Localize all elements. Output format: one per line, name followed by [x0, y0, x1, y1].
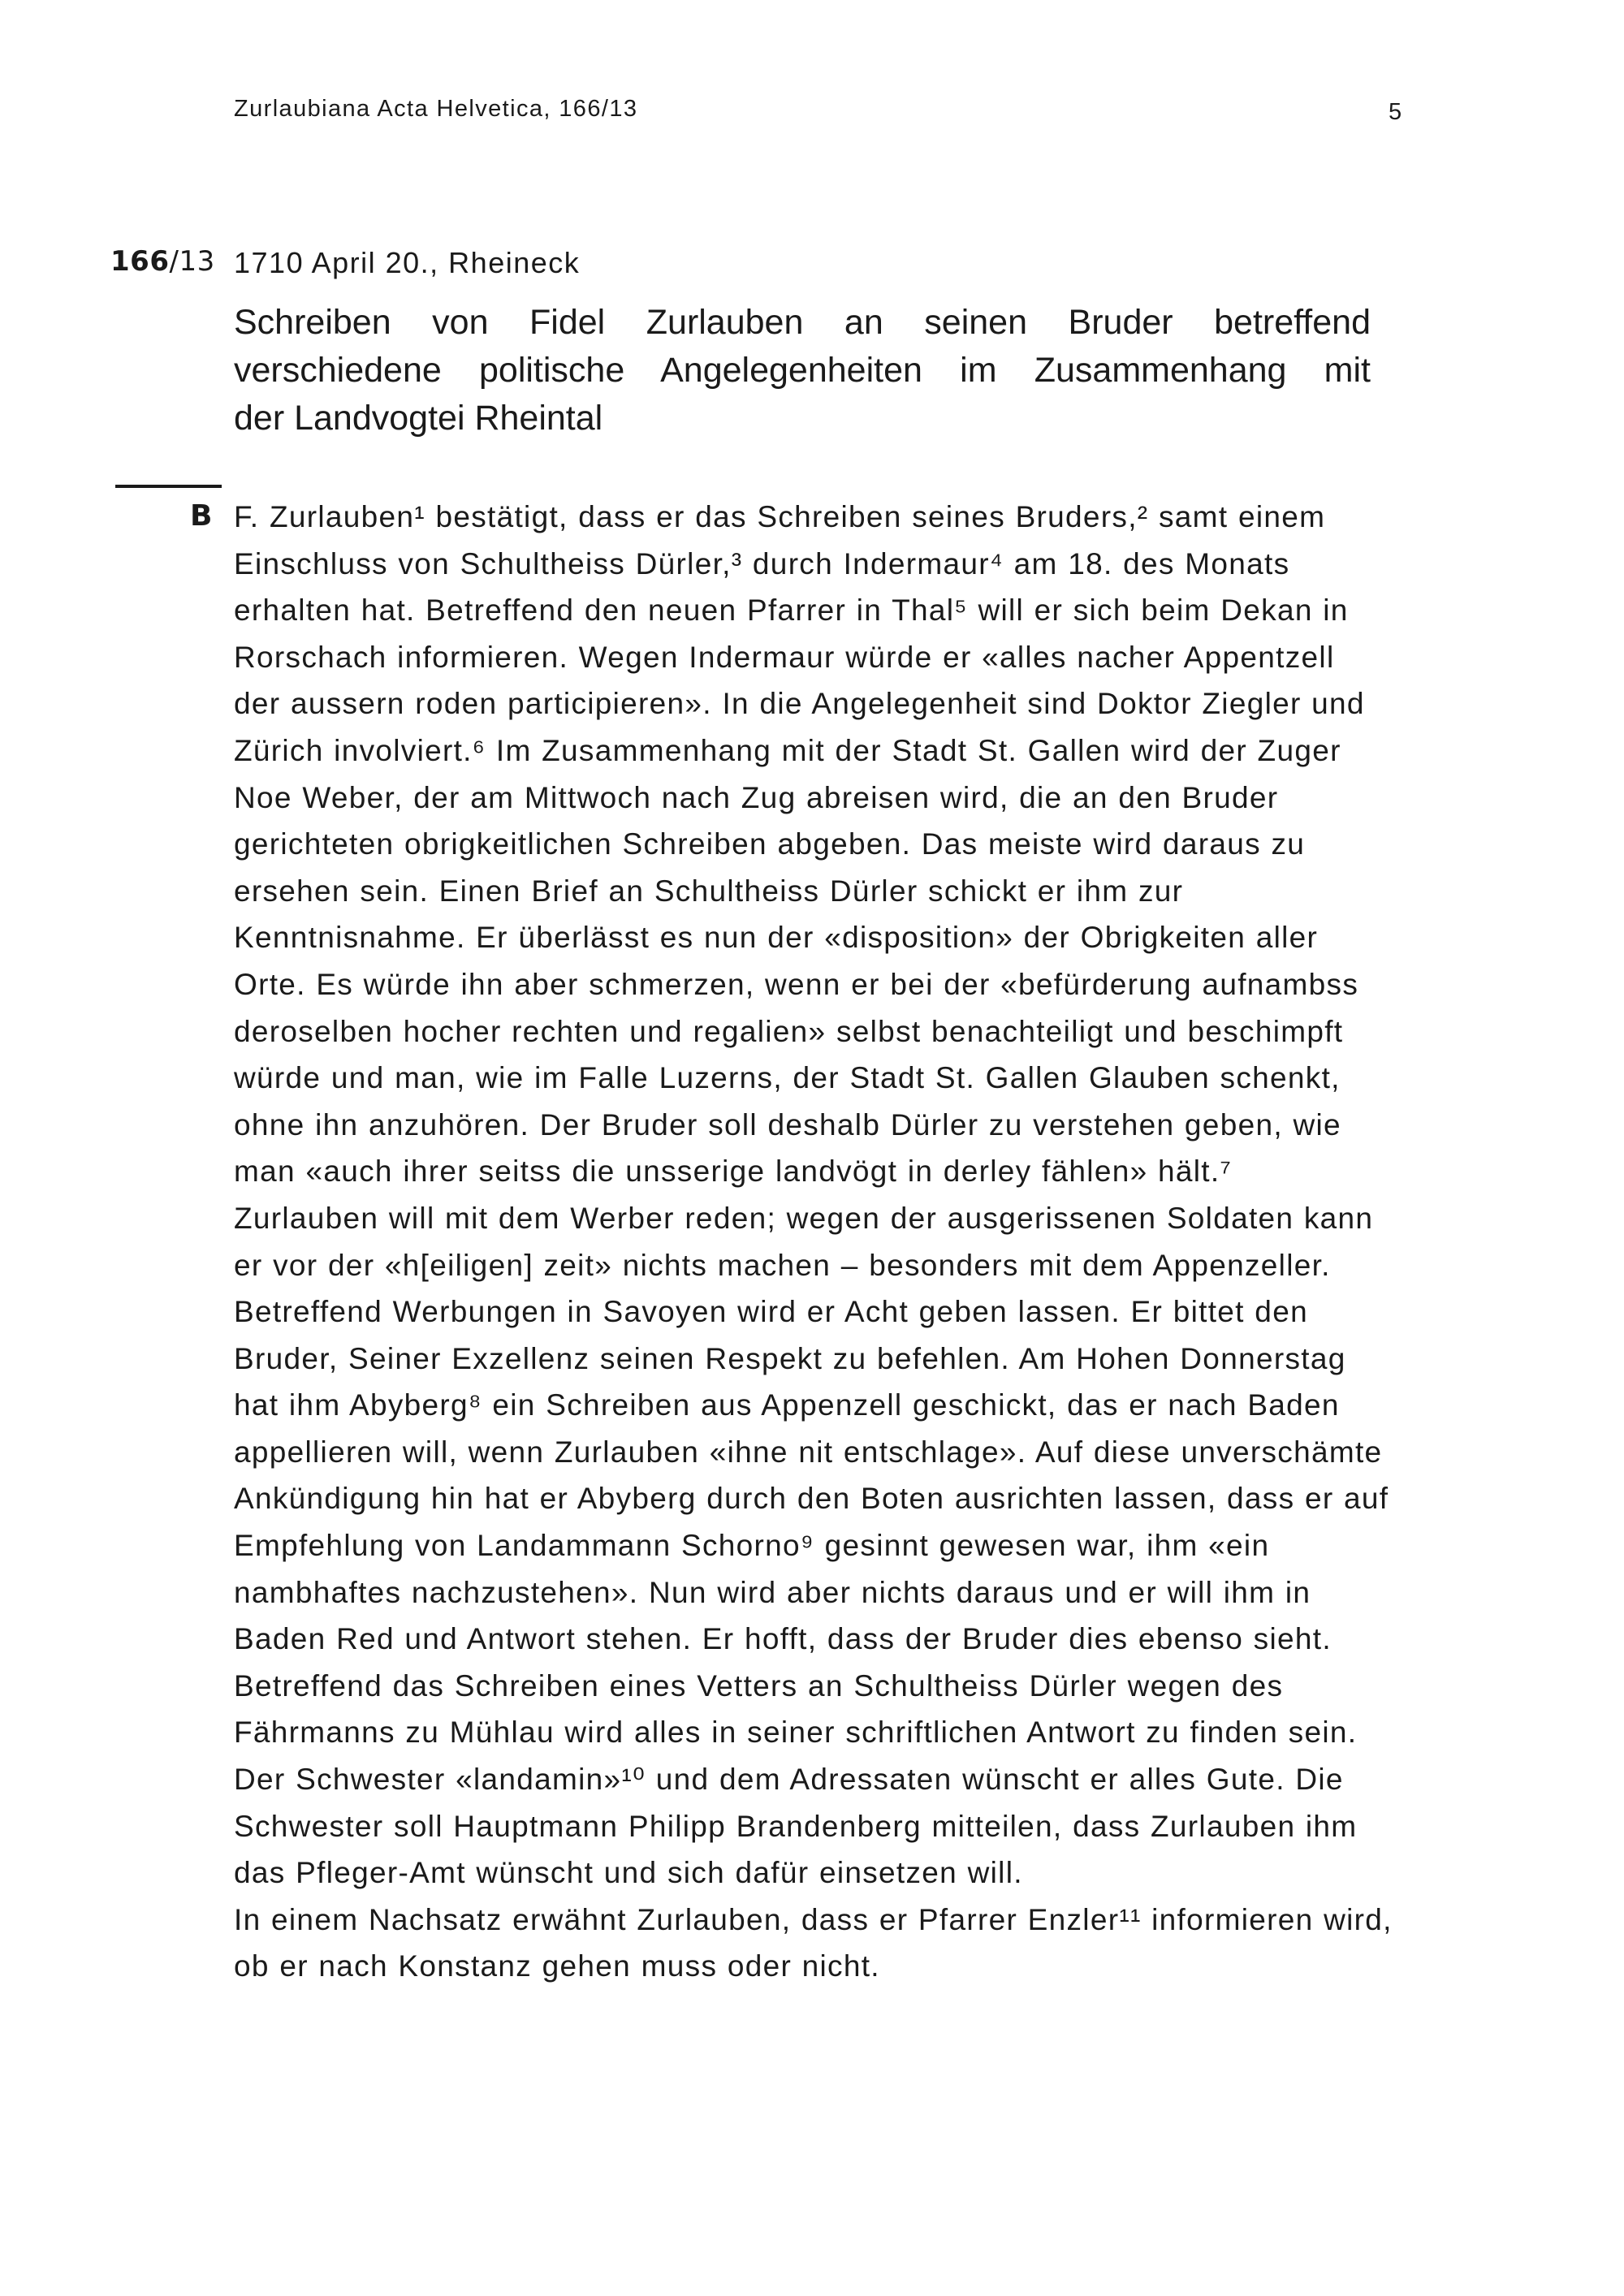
summary-line: Ankündigung hin hat er Abyberg durch den Boten ausrichten lassen, dass er auf	[234, 1482, 1389, 1516]
summary-text	[234, 494, 1407, 1990]
document-number-main: 166	[110, 245, 170, 278]
summary-line: Baden Red und Antwort stehen. Er hofft, dass der Bruder dies ebenso sieht.	[234, 1622, 1332, 1656]
summary-line: In einem Nachsatz erwähnt Zurlauben, dass er Pfarrer Enzler¹¹ informieren wird,	[234, 1902, 1393, 1936]
summary-line: Der Schwester «landamin»¹⁰ und dem Adressaten wünscht er alles Gute. Die	[234, 1763, 1344, 1797]
document-title	[234, 299, 1371, 442]
date-place: 1710 April 20., Rheineck	[234, 246, 581, 279]
summary-line: Zürich involviert.⁶ Im Zusammenhang mit der Stadt St. Gallen wird der Zuger	[234, 733, 1341, 767]
summary-line: Noe Weber, der am Mittwoch nach Zug abreisen wird, die an den Bruder	[234, 780, 1279, 814]
summary-line: nambhaftes nachzustehen». Nun wird aber nichts daraus und er will ihm in	[234, 1575, 1311, 1609]
summary-line: Einschluss von Schultheiss Dürler,³ durch Indermaur⁴ am 18. des Monats	[234, 546, 1290, 580]
summary-line: Empfehlung von Landammann Schorno⁹ gesinnt gewesen war, ihm «ein	[234, 1529, 1270, 1563]
document-number	[110, 245, 215, 278]
summary-line: Betreffend das Schreiben eines Vetters an Schultheiss Dürler wegen des	[234, 1668, 1284, 1703]
summary-line: Zurlauben will mit dem Werber reden; wegen der ausgerissenen Soldaten kann	[234, 1201, 1374, 1235]
title-line: verschiedene politische Angelegenheiten im Zusammenhang mit	[234, 351, 1371, 390]
summary-line: hat ihm Abyberg⁸ ein Schreiben aus Appenzell geschickt, das er nach Baden	[234, 1388, 1340, 1422]
summary-line: Betreffend Werbungen in Savoyen wird er Acht geben lassen. Er bittet den	[234, 1295, 1308, 1329]
summary-line: deroselben hocher rechten und regalien» selbst benachteiligt und beschimpft	[234, 1014, 1344, 1048]
summary-line: gerichteten obrigkeitlichen Schreiben abgeben. Das meiste wird daraus zu	[234, 827, 1306, 861]
summary-line: er vor der «h[eiligen] zeit» nichts machen – besonders mit dem Appenzeller.	[234, 1248, 1331, 1282]
summary-line: Kenntnisnahme. Er überlässt es nun der «disposition» der Obrigkeiten aller	[234, 921, 1319, 955]
summary-line: man «auch ihrer seitss die unsserige landvögt in derley fählen» hält.⁷	[234, 1154, 1233, 1189]
summary-line: ersehen sein. Einen Brief an Schultheiss Dürler schickt er ihm zur	[234, 874, 1184, 908]
summary-line: erhalten hat. Betreffend den neuen Pfarrer in Thal⁵ will er sich beim Dekan in	[234, 593, 1349, 628]
summary-line: der aussern roden participieren». In die Angelegenheit sind Doktor Ziegler und	[234, 687, 1365, 721]
summary-line: Rorschach informieren. Wegen Indermaur würde er «alles nacher Appentzell	[234, 640, 1335, 674]
title-line: der Landvogtei Rheintal	[234, 399, 603, 438]
summary-line: ob er nach Konstanz gehen muss oder nicht.	[234, 1949, 880, 1983]
summary-line: Bruder, Seiner Exzellenz seinen Respekt zu befehlen. Am Hohen Donnerstag	[234, 1341, 1346, 1375]
running-head: Zurlaubiana Acta Helvetica, 166/13	[234, 96, 638, 122]
summary-line: ohne ihn anzuhören. Der Bruder soll deshalb Dürler zu verstehen geben, wie	[234, 1107, 1341, 1142]
summary-line: das Pfleger-Amt wünscht und sich dafür einsetzen will.	[234, 1856, 1023, 1890]
summary-line: würde und man, wie im Falle Luzerns, der Stadt St. Gallen Glauben schenkt,	[234, 1061, 1341, 1095]
section-marker: B	[190, 499, 213, 533]
summary-line: Fährmanns zu Mühlau wird alles in seiner schriftlichen Antwort zu finden sein.	[234, 1716, 1358, 1750]
summary-line: Schwester soll Hauptmann Philipp Brandenberg mitteilen, dass Zurlauben ihm	[234, 1809, 1358, 1843]
document-number-suffix: /13	[169, 245, 215, 278]
summary-line: F. Zurlauben¹ bestätigt, dass er das Schreiben seines Bruders,² samt einem	[234, 500, 1326, 533]
page-number: 5	[1389, 99, 1402, 125]
summary-line: Orte. Es würde ihn aber schmerzen, wenn er bei der «befürderung aufnambss	[234, 967, 1359, 1001]
section-divider	[115, 485, 222, 488]
summary-line: appellieren will, wenn Zurlauben «ihne nit entschlage». Auf diese unverschämte	[234, 1435, 1383, 1469]
title-line: Schreiben von Fidel Zurlauben an seinen Bruder betreffend	[234, 303, 1371, 342]
